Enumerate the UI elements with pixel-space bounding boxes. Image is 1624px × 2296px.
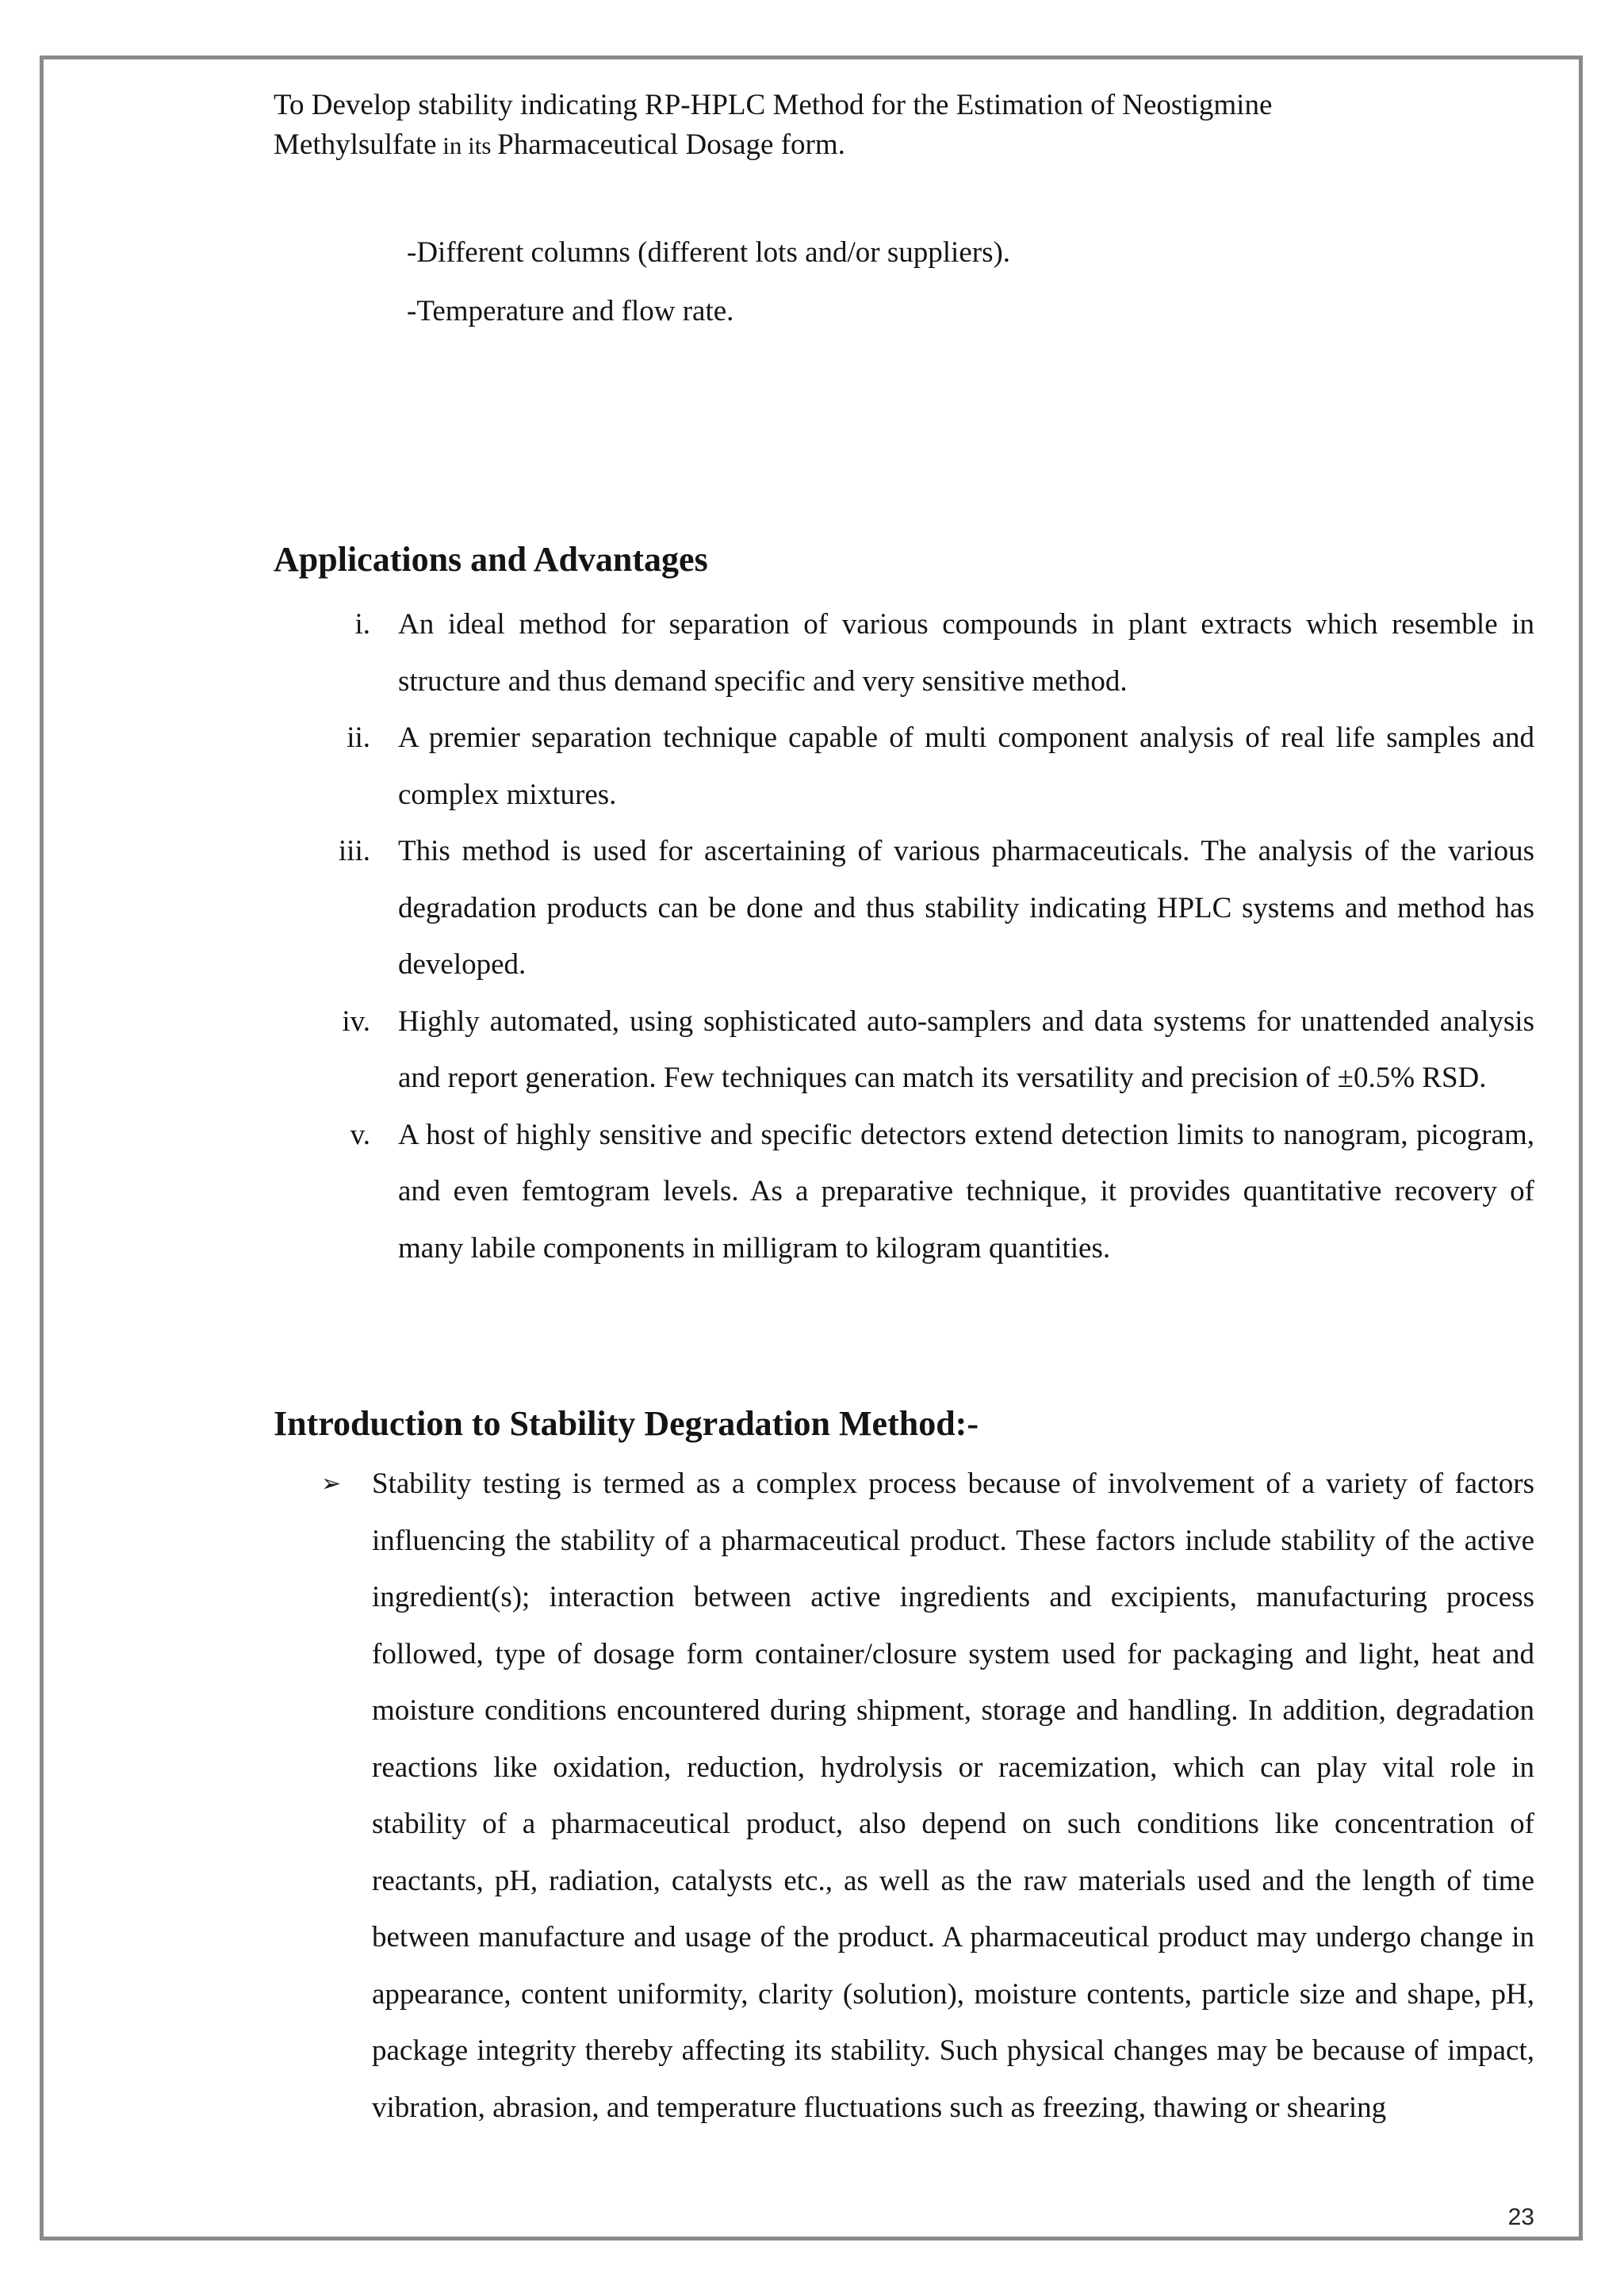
dash-item: -Temperature and flow rate. xyxy=(407,295,734,327)
page-number: 23 xyxy=(1507,2204,1534,2230)
list-item-text: A host of highly sensitive and specific detectors extend detection limits to nanogram, picogram, and even femtogram levels. As a preparative technique, it provides quantitative recovery of many labile components in milligram to kilogram quantities. xyxy=(398,1118,1534,1265)
list-item xyxy=(274,710,1534,823)
list-item-text: Highly automated, using sophisticated auto-samplers and data systems for unattended analysis and report generation. Few techniques can match its versatility and precision of ±0.5% RSD. xyxy=(398,1004,1534,1094)
list-item-text: An ideal method for separation of various compounds in plant extracts which resemble in structure and thus demand specific and very sensitive method. xyxy=(398,608,1534,698)
list-item-number: i. xyxy=(354,608,370,641)
applications-list xyxy=(274,596,1534,1276)
list-item-number: v. xyxy=(350,1118,370,1151)
stability-heading: Introduction to Stability Degradation Method:- xyxy=(274,1404,979,1443)
header-line-1: To Develop stability indicating RP-HPLC Method for the Estimation of Neostigmine xyxy=(274,89,1273,121)
list-item-number: iii. xyxy=(338,835,370,867)
dash-item: -Different columns (different lots and/or suppliers). xyxy=(407,236,1011,269)
header-line-2-end: Pharmaceutical Dosage form. xyxy=(497,128,845,161)
header-line-2-small: in its xyxy=(436,132,498,159)
bullet-item xyxy=(321,1456,1534,2136)
stability-list xyxy=(321,1456,1534,2136)
applications-heading: Applications and Advantages xyxy=(274,540,708,579)
list-item xyxy=(274,1107,1534,1277)
header-line-2 xyxy=(274,125,1542,166)
list-item-text: A premier separation technique capable of multi component analysis of real life samples and complex mixtures. xyxy=(398,721,1534,811)
arrow-bullet-icon: ➢ xyxy=(321,1470,342,1498)
list-item-number: iv. xyxy=(342,1004,370,1038)
dash-list xyxy=(407,224,1010,341)
running-header xyxy=(274,86,1542,166)
list-item xyxy=(274,596,1534,710)
header-line-2-start: Methylsulfate xyxy=(274,128,437,161)
list-item xyxy=(274,823,1534,993)
list-item-text: This method is used for ascertaining of various pharmaceuticals. The analysis of the various degradation products can be done and thus stability indicating HPLC systems and method has developed. xyxy=(398,835,1534,981)
list-item-number: ii. xyxy=(347,721,370,754)
list-item xyxy=(274,993,1534,1107)
stability-paragraph: Stability testing is termed as a complex process because of involvement of a variety of factors influencing the stability of a pharmaceutical product. These factors include stability of the active ingredient(s); interaction between active ingredients and excipients, manufacturing process followed, type of dosage form container/closure system used for packaging and light, heat and moisture conditions encountered during shipment, storage and handling. In addition, degradation reactions like oxidation, reduction, hydrolysis or racemization, which can play vital role in stability of a pharmaceutical product, also depend on such conditions like concentration of reactants, pH, radiation, catalysts etc., as well as the raw materials used and the length of time between manufacture and usage of the product. A pharmaceutical product may undergo change in appearance, content uniformity, clarity (solution), moisture contents, particle size and shape, pH, package integrity thereby affecting its stability. Such physical changes may be because of impact, vibration, abrasion, and temperature fluctuations such as freezing, thawing or shearing xyxy=(372,1468,1534,2124)
